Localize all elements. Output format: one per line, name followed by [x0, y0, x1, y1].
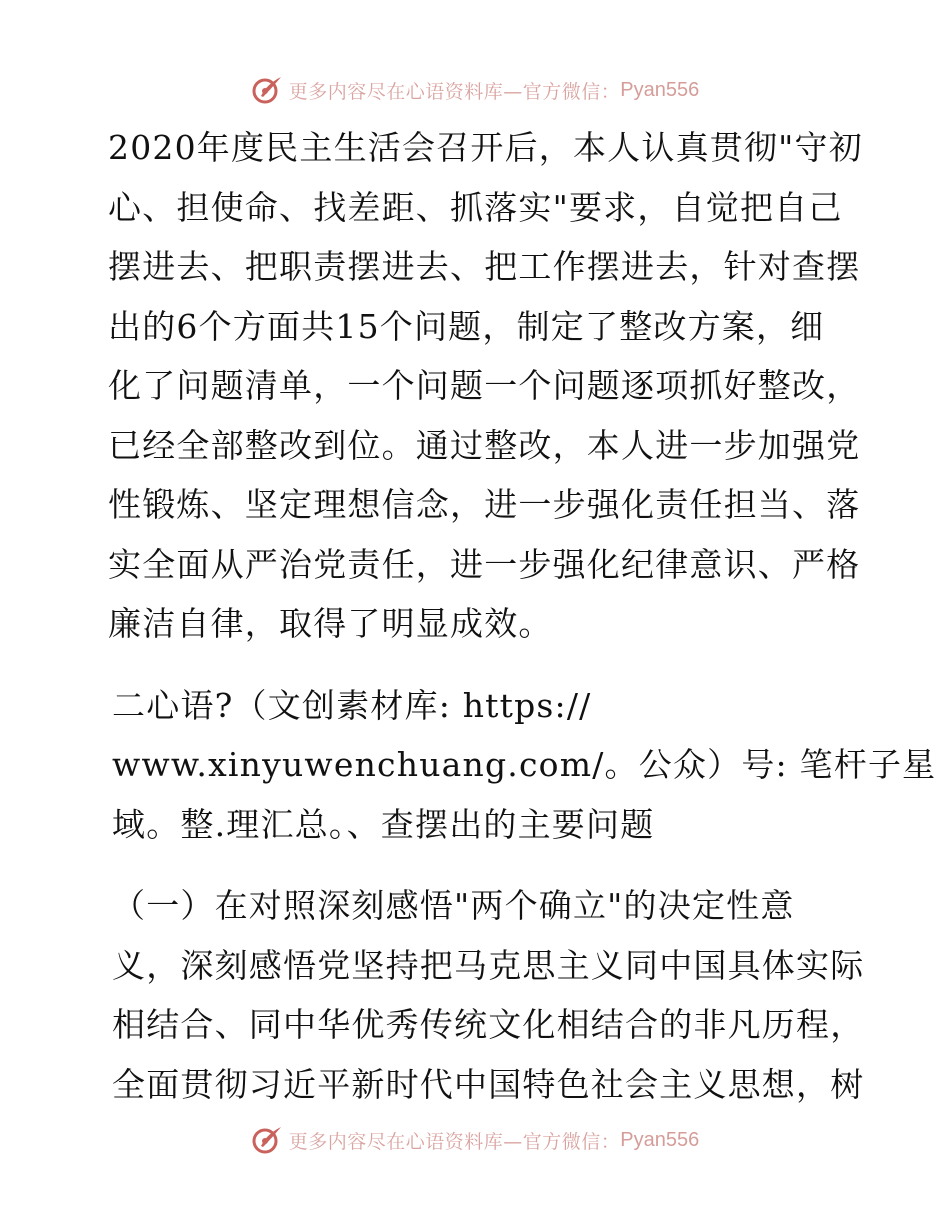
text-line: 已经全部整改到位。通过整改，本人进一步加强党	[108, 425, 861, 465]
text-line: 出的6个方面共15个问题，制定了整改方案，细	[108, 306, 825, 346]
text-line: 2020年度民主生活会召开后，本人认真贯彻"守初	[108, 128, 863, 167]
paragraph-item-one	[98, 876, 865, 1114]
text-line: 域。整.理汇总。、查摆出的主要问题	[112, 804, 655, 844]
watermark-code: Pyan556	[620, 1128, 700, 1151]
header-watermark	[0, 70, 950, 110]
text-line: 实全面从严治党责任，进一步强化纪律意识、严格	[108, 544, 861, 584]
footer-watermark	[0, 1120, 950, 1160]
watermark-text: 更多内容尽在心语资料库—官方微信：	[288, 80, 621, 103]
paragraph-section-heading	[98, 676, 937, 855]
text-line: 相结合、同中华优秀传统文化相结合的非凡历程，	[112, 1005, 865, 1044]
text-line: 性锻炼、坚定理想信念，进一步强化责任担当、落	[108, 485, 861, 524]
text-line: （一）在对照深刻感悟"两个确立"的决定性意	[112, 886, 795, 925]
text-line: 全面贯彻习近平新时代中国特色社会主义思想，树	[112, 1064, 865, 1104]
text-line: 心、担使命、找差距、抓落实"要求，自觉把自己	[108, 187, 843, 227]
watermark-text: 更多内容尽在心语资料库—官方微信：	[288, 1130, 621, 1153]
document-body	[98, 118, 937, 1114]
text-line: 义，深刻感悟党坚持把马克思主义同中国具体实际	[112, 945, 865, 985]
text-line: 廉洁自律，取得了明显成效。	[108, 604, 553, 643]
text-line: 摆进去、把职责摆进去、把工作摆进去，针对查摆	[108, 247, 861, 286]
text-line: www.xinyuwenchuang.com/。公众）号: 笔杆子星	[112, 745, 937, 784]
text-line: 二心语?（文创素材库: https://	[112, 685, 592, 725]
feather-logo-icon	[251, 74, 283, 106]
text-line: 化了问题清单，一个问题一个问题逐项抓好整改，	[108, 366, 861, 405]
feather-logo-icon	[251, 1124, 283, 1156]
watermark-code: Pyan556	[620, 78, 700, 101]
paragraph-summary	[98, 118, 863, 654]
